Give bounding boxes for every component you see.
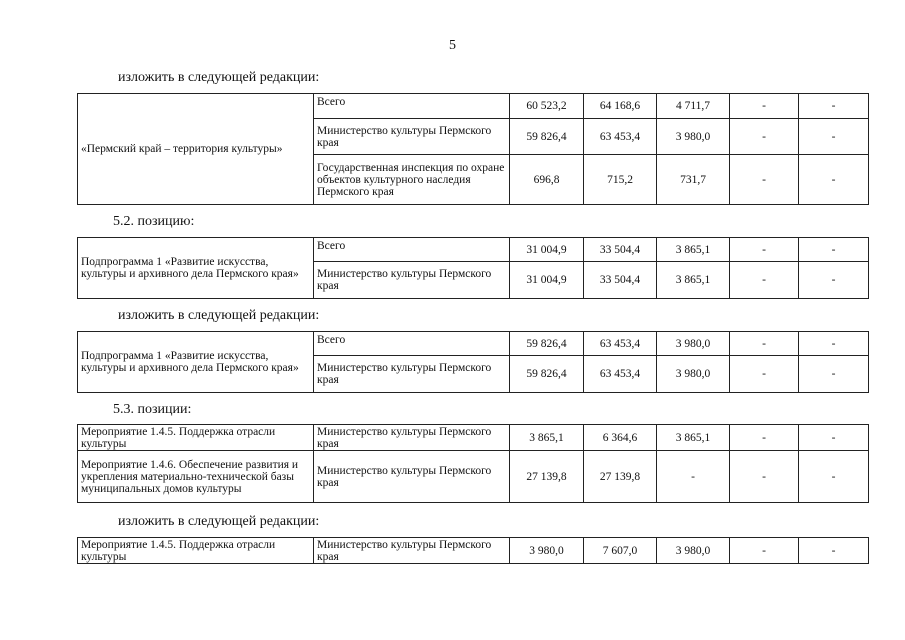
executor-cell: Всего — [314, 238, 510, 262]
program-name: Мероприятие 1.4.5. Поддержка отрасли культуры — [78, 425, 314, 451]
table-row — [78, 332, 869, 356]
budget-table — [77, 237, 869, 299]
value-cell: 4 711,7 — [657, 94, 730, 119]
value-cell: - — [799, 262, 869, 299]
value-cell: - — [799, 119, 869, 155]
value-cell: 3 865,1 — [657, 238, 730, 262]
value-cell: - — [730, 332, 799, 356]
value-cell: 27 139,8 — [510, 451, 584, 503]
value-cell: 64 168,6 — [584, 94, 657, 119]
table-row — [78, 94, 869, 119]
value-cell: 3 980,0 — [657, 332, 730, 356]
value-cell: - — [730, 356, 799, 393]
value-cell: 31 004,9 — [510, 262, 584, 299]
section-caption: 5.2. позицию: — [113, 214, 195, 229]
budget-table — [77, 93, 869, 205]
section-caption: изложить в следующей редакции: — [118, 514, 320, 529]
value-cell: 27 139,8 — [584, 451, 657, 503]
value-cell: - — [657, 451, 730, 503]
program-name: Мероприятие 1.4.5. Поддержка отрасли культуры — [78, 538, 314, 564]
table-row — [78, 451, 869, 503]
value-cell: - — [799, 451, 869, 503]
value-cell: 63 453,4 — [584, 332, 657, 356]
value-cell: - — [799, 155, 869, 205]
executor-cell: Министерство культуры Пермского края — [314, 538, 510, 564]
value-cell: 59 826,4 — [510, 356, 584, 393]
value-cell: - — [799, 94, 869, 119]
value-cell: - — [730, 155, 799, 205]
value-cell: 6 364,6 — [584, 425, 657, 451]
executor-cell: Всего — [314, 332, 510, 356]
section-caption: изложить в следующей редакции: — [118, 308, 320, 323]
value-cell: - — [799, 425, 869, 451]
table-row — [78, 425, 869, 451]
page-number: 5 — [449, 38, 456, 53]
executor-cell: Министерство культуры Пермского края — [314, 119, 510, 155]
section-caption: 5.3. позиции: — [113, 402, 192, 417]
value-cell: 3 980,0 — [657, 538, 730, 564]
program-name: Мероприятие 1.4.6. Обеспечение развития и укрепления материально-технической базы муниципальных домов культуры — [78, 451, 314, 503]
value-cell: 31 004,9 — [510, 238, 584, 262]
value-cell: 59 826,4 — [510, 332, 584, 356]
value-cell: - — [799, 332, 869, 356]
value-cell: 696,8 — [510, 155, 584, 205]
executor-cell: Всего — [314, 94, 510, 119]
budget-table — [77, 424, 869, 503]
value-cell: - — [730, 94, 799, 119]
program-name: «Пермский край – территория культуры» — [78, 94, 314, 205]
value-cell: - — [799, 356, 869, 393]
budget-table — [77, 331, 869, 393]
program-name: Подпрограмма 1 «Развитие искусства, культуры и архивного дела Пермского края» — [78, 238, 314, 299]
table-row — [78, 538, 869, 564]
value-cell: 3 865,1 — [657, 425, 730, 451]
value-cell: 731,7 — [657, 155, 730, 205]
value-cell: 715,2 — [584, 155, 657, 205]
value-cell: 3 980,0 — [510, 538, 584, 564]
value-cell: - — [730, 425, 799, 451]
budget-table — [77, 537, 869, 564]
value-cell: 3 980,0 — [657, 356, 730, 393]
value-cell: 63 453,4 — [584, 356, 657, 393]
value-cell: - — [730, 451, 799, 503]
value-cell: - — [799, 238, 869, 262]
program-name: Подпрограмма 1 «Развитие искусства, культуры и архивного дела Пермского края» — [78, 332, 314, 393]
value-cell: - — [799, 538, 869, 564]
executor-cell: Министерство культуры Пермского края — [314, 425, 510, 451]
executor-cell: Министерство культуры Пермского края — [314, 356, 510, 393]
table-row — [78, 238, 869, 262]
section-caption: изложить в следующей редакции: — [118, 70, 320, 85]
value-cell: 3 980,0 — [657, 119, 730, 155]
value-cell: - — [730, 538, 799, 564]
value-cell: 3 865,1 — [510, 425, 584, 451]
value-cell: 33 504,4 — [584, 262, 657, 299]
executor-cell: Министерство культуры Пермского края — [314, 451, 510, 503]
value-cell: 3 865,1 — [657, 262, 730, 299]
value-cell: 7 607,0 — [584, 538, 657, 564]
value-cell: 63 453,4 — [584, 119, 657, 155]
value-cell: 33 504,4 — [584, 238, 657, 262]
executor-cell: Министерство культуры Пермского края — [314, 262, 510, 299]
value-cell: - — [730, 262, 799, 299]
value-cell: 59 826,4 — [510, 119, 584, 155]
value-cell: 60 523,2 — [510, 94, 584, 119]
executor-cell: Государственная инспекция по охране объектов культурного наследия Пермского края — [314, 155, 510, 205]
value-cell: - — [730, 238, 799, 262]
value-cell: - — [730, 119, 799, 155]
